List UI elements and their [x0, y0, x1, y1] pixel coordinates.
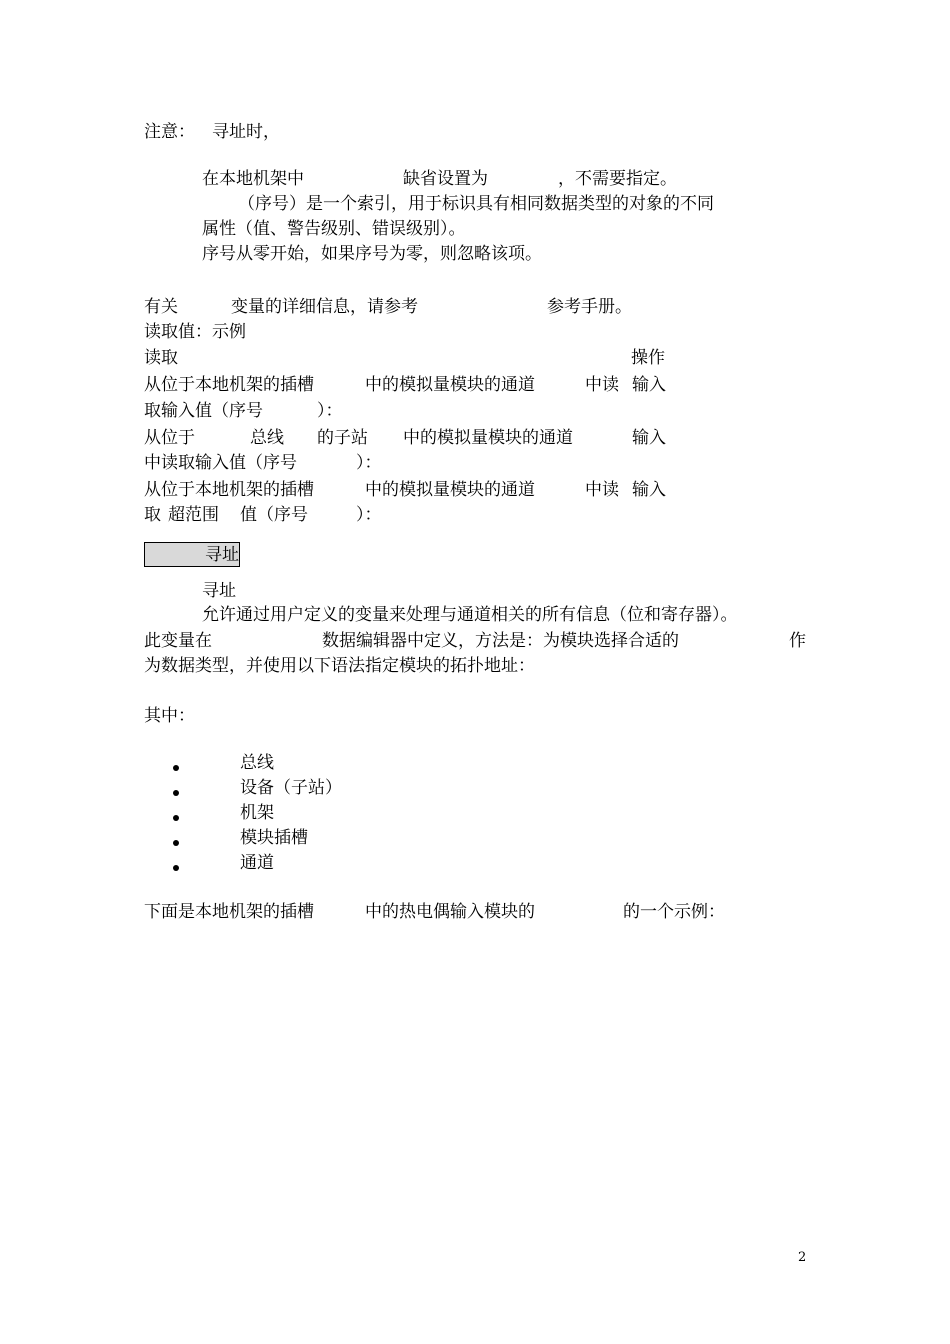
row1-e: 取输入值（序号 [144, 401, 263, 421]
closing-a: 下面是本地机架的插槽 [144, 902, 314, 922]
example-heading: 读取值：示例 [144, 322, 246, 342]
section-header-box [144, 542, 240, 567]
list-item: 总线 [240, 753, 274, 773]
ref-c: 参考手册。 [547, 297, 632, 317]
col-read: 读取 [144, 348, 178, 368]
note-title: 注意： [144, 122, 195, 142]
list-item: 设备（子站） [240, 778, 342, 798]
note-line1-b: 缺省设置为 [403, 169, 488, 189]
row1-b: 中的模拟量模块的通道 [365, 375, 535, 395]
row3-c: 中读 [585, 480, 619, 500]
closing-c: 的一个示例： [623, 902, 725, 922]
row3-b: 中的模拟量模块的通道 [365, 480, 535, 500]
bullet-icon [173, 765, 179, 771]
section-para2-c: 作 [789, 631, 806, 651]
row2-e: 输入 [632, 428, 666, 448]
row3-g: 值（序号 [240, 505, 308, 525]
row2-b: 总线 [250, 428, 284, 448]
row2-c: 的子站 [317, 428, 368, 448]
note-title-rest: 寻址时， [212, 122, 280, 142]
bullet-icon [173, 865, 179, 871]
note-line2: （序号）是一个索引，用于标识具有相同数据类型的对象的不同 [238, 194, 714, 214]
row1-a: 从位于本地机架的插槽 [144, 375, 314, 395]
note-line1-a: 在本地机架中 [202, 169, 304, 189]
where-label: 其中： [144, 706, 195, 726]
bullet-icon [173, 840, 179, 846]
list-item: 模块插槽 [240, 828, 308, 848]
col-operation: 操作 [631, 348, 665, 368]
row3-e: 取 [144, 505, 161, 525]
closing-b: 中的热电偶输入模块的 [365, 902, 535, 922]
row3-a: 从位于本地机架的插槽 [144, 480, 314, 500]
row3-d: 输入 [632, 480, 666, 500]
row1-d: 输入 [632, 375, 666, 395]
bullet-icon [173, 815, 179, 821]
page-number: 2 [798, 1250, 807, 1265]
row1-f: ）： [317, 401, 343, 421]
ref-b: 变量的详细信息，请参考 [231, 297, 418, 317]
bullet-icon [173, 790, 179, 796]
section-subheading: 寻址 [202, 581, 236, 601]
row3-f: 超范围 [168, 505, 219, 525]
note-line4: 序号从零开始，如果序号为零，则忽略该项。 [202, 244, 542, 264]
section-para2-b: 数据编辑器中定义，方法是：为模块选择合适的 [322, 631, 679, 651]
section-header-label: 寻址 [205, 545, 239, 565]
note-line1-c: ，不需要指定。 [558, 169, 677, 189]
list-item: 通道 [240, 853, 274, 873]
section-para1: 允许通过用户定义的变量来处理与通道相关的所有信息（位和寄存器）。 [202, 605, 738, 625]
note-line3: 属性（值、警告级别、错误级别）。 [202, 219, 466, 239]
section-para2-a: 此变量在 [144, 631, 212, 651]
row2-f: 中读取输入值（序号 [144, 453, 297, 473]
row3-h: ）： [356, 505, 382, 525]
ref-a: 有关 [144, 297, 178, 317]
row2-d: 中的模拟量模块的通道 [403, 428, 573, 448]
row2-a: 从位于 [144, 428, 195, 448]
list-item: 机架 [240, 803, 274, 823]
row2-g: ）： [356, 453, 382, 473]
section-para3: 为数据类型，并使用以下语法指定模块的拓扑地址： [144, 656, 535, 676]
row1-c: 中读 [585, 375, 619, 395]
